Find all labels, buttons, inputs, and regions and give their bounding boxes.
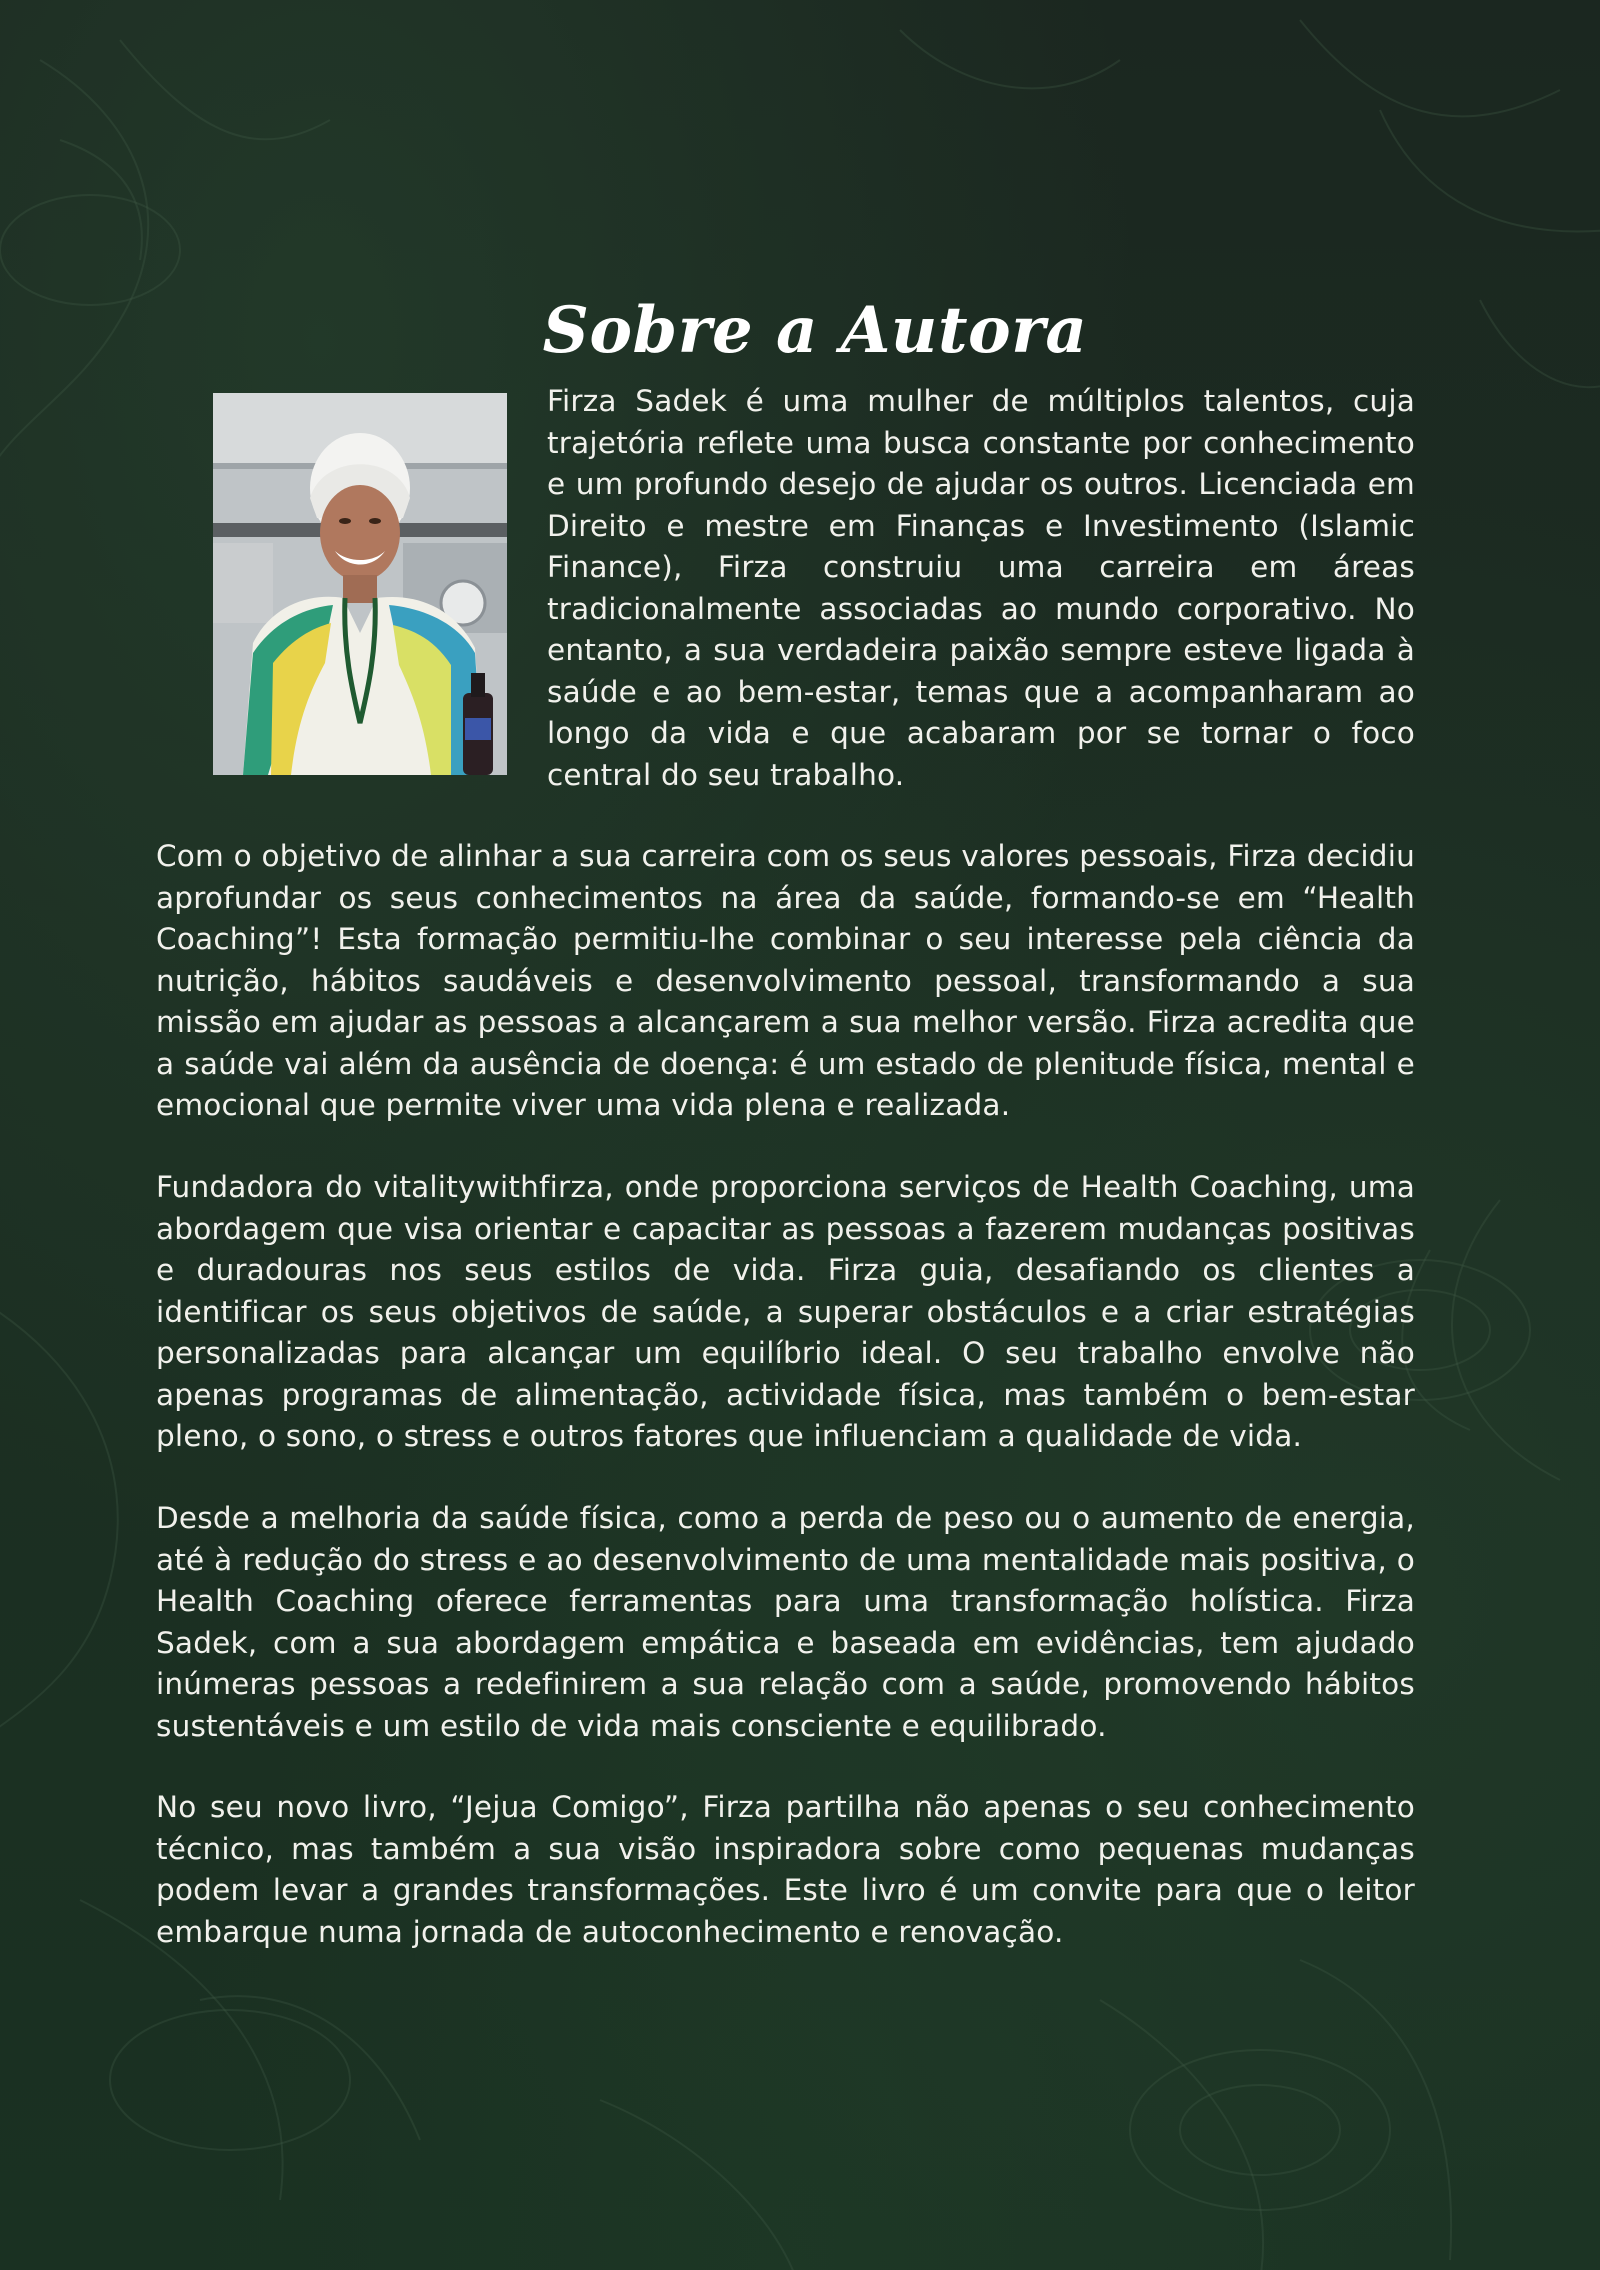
paragraph-intro: Firza Sadek é uma mulher de múltiplos talentos, cuja trajetória reflete uma busca constante por conhecimento e um profundo desejo de ajudar os outros. Licenciada em Direito e mestre em Finanças e Investimento (Islamic Finance), Firza construiu uma carreira em áreas tradicionalmente associadas ao mundo corporativo. No entanto, a sua verdadeira paixão sempre esteve ligada à saúde e ao bem-estar, temas que a acompanharam ao longo da vida e que acabaram por se tornar o foco central do seu trabalho. xyxy=(547,384,1415,792)
paragraph-career: Com o objetivo de alinhar a sua carreira com os seus valores pessoais, Firza decidiu aprofundar os seus conhecimentos na área da saúde, formando-se em “Health Coaching”! Esta formação permitiu-lhe combinar o seu interesse pela ciência da nutrição, hábitos saudáveis e desenvolvimento pessoal, transformando a sua missão em ajudar as pessoas a alcançarem a sua melhor versão. Firza acredita que a saúde vai além da ausência de doença: é um estado de plenitude física, mental e emocional que permite viver uma vida plena e realizada. xyxy=(156,839,1415,1122)
paragraph-health-coaching: Desde a melhoria da saúde física, como a perda de peso ou o aumento de energia, até à redução do stress e ao desenvolvimento de uma mentalidade mais positiva, o Health Coaching oferece ferramentas para uma transformação holística. Firza Sadek, com a sua abordagem empática e baseada em evidências, tem ajudado inúmeras pessoas a redefinirem a sua relação com a saúde, promovendo hábitos sustentáveis e um estilo de vida mais consciente e equilibrado. xyxy=(156,1501,1415,1743)
page-title: Sobre a Autora xyxy=(542,292,1088,368)
paragraph-founder: Fundadora do vitalitywithfirza, onde proporciona serviços de Health Coaching, uma abordagem que visa orientar e capacitar as pessoas a fazerem mudanças positivas e duradouras nos seus estilos de vida. Firza guia, desafiando os clientes a identificar os seus objetivos de saúde, a superar obstáculos e a criar estratégias personalizadas para alcançar um equilíbrio ideal. O seu trabalho envolve não apenas programas de alimentação, actividade física, mas também o bem-estar pleno, o sono, o stress e outros fatores que influenciam a qualidade de vida. xyxy=(156,1170,1415,1453)
author-portrait xyxy=(213,393,507,775)
author-portrait-icon xyxy=(213,393,507,775)
paragraph-book: No seu novo livro, “Jejua Comigo”, Firza partilha não apenas o seu conhecimento técnico, mas também a sua visão inspiradora sobre como pequenas mudanças podem levar a grandes transformações. Este livro é um convite para que o leitor embarque numa jornada de autoconhecimento e renovação. xyxy=(156,1790,1415,1949)
